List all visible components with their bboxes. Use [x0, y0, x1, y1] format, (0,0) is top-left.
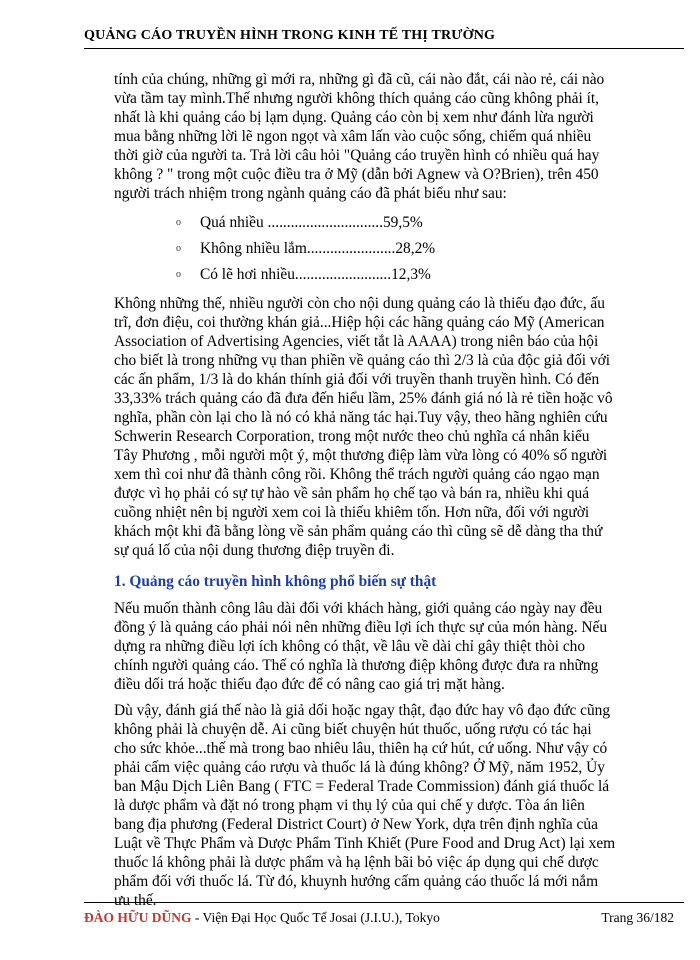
list-item [114, 210, 616, 236]
bullet-icon: o [176, 269, 181, 280]
survey-results-list [114, 210, 616, 288]
list-item-text: Không nhiều lắm.......................28,2% [200, 240, 436, 257]
page-header-title: QUẢNG CÁO TRUYỀN HÌNH TRONG KINH TẾ THỊ TRƯỜNG [84, 28, 496, 43]
paragraph-3: Nếu muốn thành công lâu dài đối với khách hàng, giới quảng cáo ngày nay đều đồng ý là quảng cáo phải nói nên những điều lợi ích thực sự của món hàng. Nếu dựng ra những điều lợi ích không có thật, về lâu về dài chỉ gây thiệt thòi cho chính người quảng cáo. Thế có nghĩa là thương điệp không được đưa ra những điều dối trá hoặc thiếu đạo đức để có nâng cao giá trị mặt hàng. [114, 600, 608, 693]
bullet-icon: o [176, 217, 181, 228]
page-number: Trang 36/182 [601, 910, 674, 925]
footer-author: ĐÀO HỮU DŨNG [84, 910, 192, 925]
page-footer [84, 908, 684, 928]
footer-affiliation: - Viện Đại Học Quốc Tế Josai (J.I.U.), Tokyo [191, 910, 440, 925]
list-item-text: Quá nhiều ..............................59,5% [200, 214, 423, 231]
paragraph-4: Dù vậy, đánh giá thế nào là giả dối hoặc ngay thật, đạo đức hay vô đạo đức cũng không phải là chuyện dễ. Ai cũng biết chuyện hút thuốc, uống rượu có tác hại cho sức khỏe...thế mà trong bao nhiêu lâu, thiên hạ cứ hút, cứ uống. Như vậy có phải cấm việc quảng cáo rượu và thuốc lá là đúng không? Ở Mỹ, năm 1952, Ủy ban Mậu Dịch Liên Bang ( FTC = Federal Trade Commission) đánh giá thuốc lá là dược phẩm và đặt nó trong phạm vi thụ lý của qui chế y dược. Tòa án liên bang địa phương (Federal District Court) ở New York, dựa trên định nghĩa của Luật về Thực Phẩm và Dược Phẩm Tinh Khiết (Pure Food and Drug Act) lại xem thuốc lá không phải là dược phẩm và hạ lệnh bãi bỏ việc áp dụng qui chế dược phẩm đối với thuốc lá. Từ đó, khuynh hướng cấm quảng cáo thuốc lá mới nắm ưu thế. [114, 702, 616, 909]
list-item [114, 236, 616, 262]
bullet-icon: o [176, 243, 181, 254]
section-heading: 1. Quảng cáo truyền hình không phổ biến sự thật [114, 573, 437, 590]
document-body [114, 70, 616, 917]
footer-divider [84, 902, 684, 903]
paragraph-2: Không những thế, nhiều người còn cho nội dung quảng cáo là thiếu đạo đức, ấu trĩ, đơn điệu, coi thường khán giả...Hiệp hội các hãng quảng cáo Mỹ (American Association of Advertising Agencies, viết tắt là AAAA) trong niên báo của hội cho biết là trong những vụ than phiền về quảng cáo thì 2/3 là của độc giả đối với các ấn phẩm, 1/3 là do khán thính giả đối với truyền thanh truyền hình. Có đến 33,33% trách quảng cáo đã đưa đến hiểu lầm, 25% đánh giá nó là rẻ tiền hoặc vô nghĩa, phần còn lại cho là nó có khả năng tác hại.Tuy vậy, theo hãng nghiên cứu Schwerin Research Corporation, trong một nước theo chủ nghĩa cá nhân kiểu Tây Phương , mỗi người một ý, một thương điệp làm vừa lòng có 40% số người xem thì coi như đã thành công rồi. Không thể trách người quảng cáo ngạo mạn được vì họ phải có sự tự hào về sản phẩm họ chế tạo và bán ra, nhiều khi quá cuồng nhiệt nên bị người xem coi là thiếu khiêm tốn. Hơn nữa, đối với người khách một khi đã bằng lòng về sản phẩm quảng cáo thì cũng sẽ dễ dàng tha thứ sự quá lố của nội dung thương điệp truyền đi. [114, 295, 613, 559]
list-item [114, 262, 616, 288]
paragraph-1: tính của chúng, những gì mới ra, những gì đã cũ, cái nào đắt, cái nào rẻ, cái nào vừa tầm tay mình.Thế nhưng người không thích quảng cáo cũng không phải ít, nhất là khi quảng cáo bị lạm dụng. Quảng cáo còn bị xem như đánh lừa người mua bằng những lời lẽ ngon ngọt và xâm lấn vào cuộc sống, chiếm quá nhiều thời giờ của người ta. Trả lời câu hỏi "Quảng cáo truyền hình có nhiều quá hay không ? " trong một cuộc điều tra ở Mỹ (dẫn bởi Agnew và O?Brien), trên 450 người trách nhiệm trong ngành quảng cáo đã phát biểu như sau: [114, 71, 605, 202]
list-item-text: Có lẽ hơi nhiều.........................12,3% [200, 266, 431, 283]
header-divider [84, 48, 684, 49]
